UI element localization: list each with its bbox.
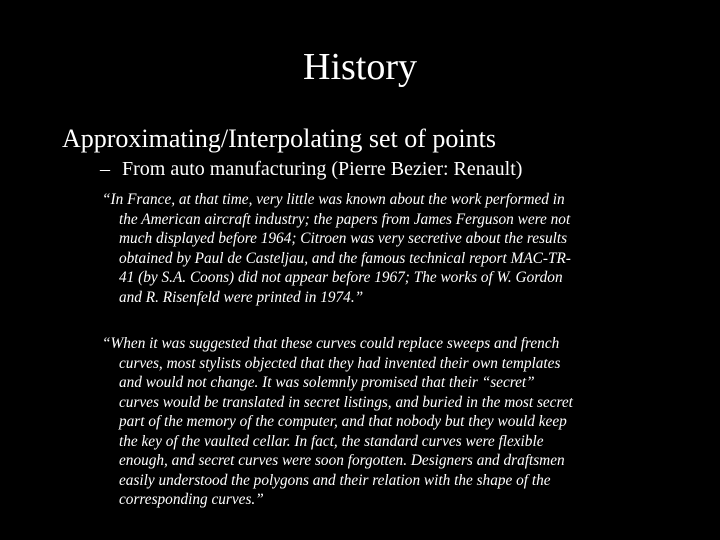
quote-2-line: the key of the vaulted cellar. In fact, the standard curves were flexible [119, 432, 544, 450]
quote-2-line: easily understood the polygons and their relation with the shape of the [119, 471, 551, 489]
quote-1-line: 41 (by S.A. Coons) did not appear before 1967; The works of W. Gordon [119, 269, 563, 286]
quote-secret-curves [102, 334, 662, 510]
sub-bullet-auto-manufacturing [100, 156, 522, 182]
quote-1-line: the American aircraft industry; the papers from James Ferguson were not [119, 210, 571, 228]
quote-2-line: and would not change. It was solemnly promised that their “secret” [119, 374, 535, 391]
quote-1-line: “In France, at that time, very little was known about the work performed in [102, 191, 565, 208]
quote-2-line: corresponding curves.” [119, 491, 264, 508]
quote-2-line: curves would be translated in secret listings, and buried in the most secret [119, 393, 573, 411]
quote-2-line: part of the memory of the computer, and that nobody but they would keep [119, 413, 567, 430]
quote-1-line: and R. Risenfeld were printed in 1974.” [119, 288, 364, 306]
bullet-approximating: Approximating/Interpolating set of points [62, 124, 496, 153]
quote-2-line: “When it was suggested that these curves could replace sweeps and french [102, 335, 560, 352]
quote-1-line: obtained by Paul de Casteljau, and the famous technical report MAC-TR- [119, 249, 571, 267]
sub-bullet-dash: – [100, 158, 110, 180]
quote-2-line: enough, and secret curves were soon forgotten. Designers and draftsmen [119, 452, 565, 469]
quote-2-line: curves, most stylists objected that they had invented their own templates [119, 354, 561, 372]
quote-bezier-france [102, 190, 662, 307]
sub-bullet-text: From auto manufacturing (Pierre Bezier: Renault) [122, 158, 523, 180]
slide-title: History [303, 46, 417, 88]
quote-1-line: much displayed before 1964; Citroen was very secretive about the results [119, 230, 568, 247]
